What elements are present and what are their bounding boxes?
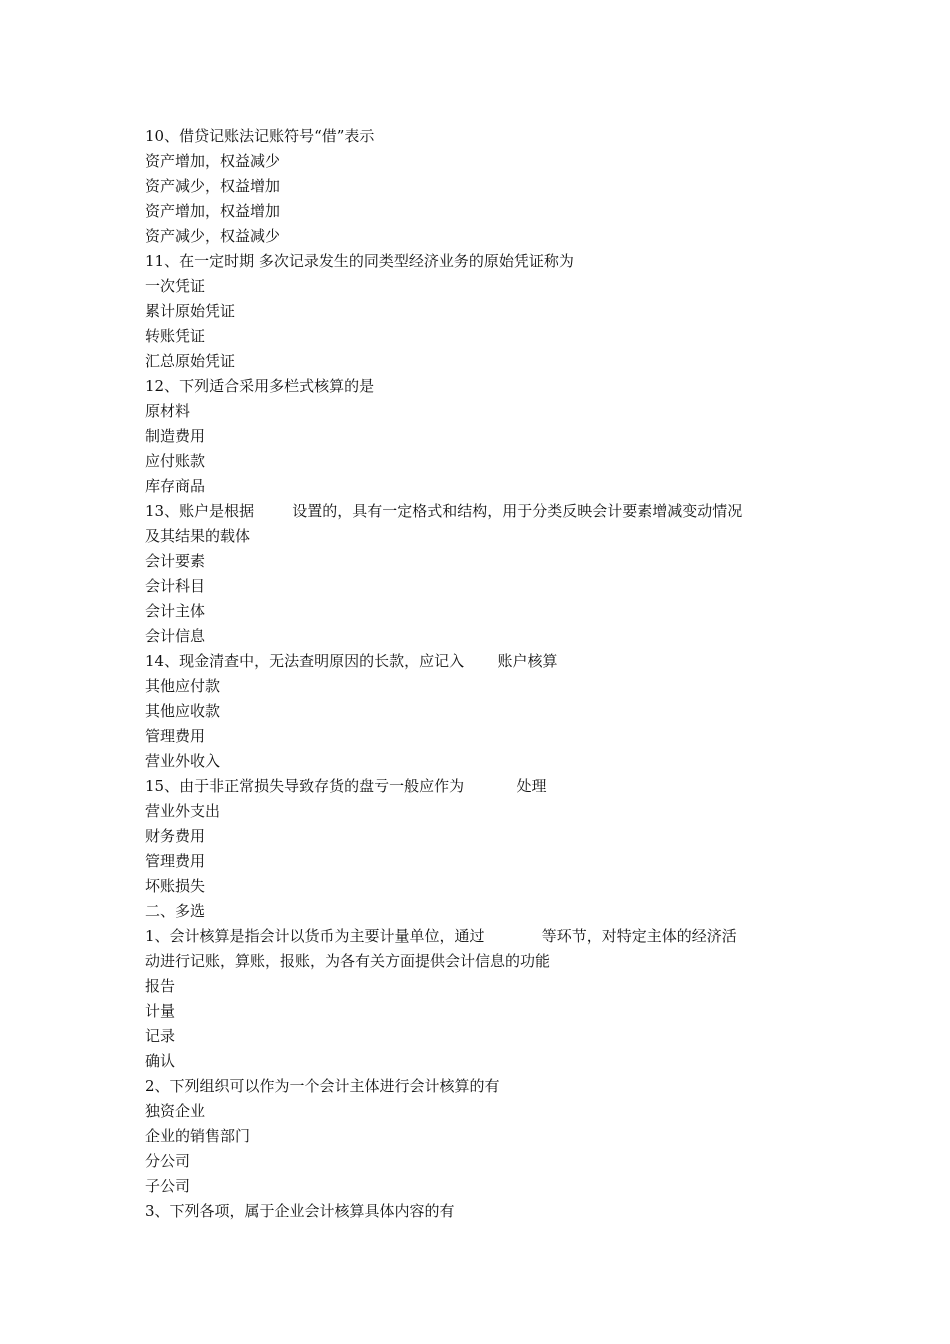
option-line: 资产增加，权益增加 — [145, 202, 281, 220]
option-line: 一次凭证 — [145, 277, 206, 295]
option-line: 资产减少，权益减少 — [145, 227, 281, 245]
option-line: 会计信息 — [145, 627, 206, 645]
section-heading: 二、多选 — [145, 902, 206, 920]
option-line: 其他应付款 — [145, 677, 221, 695]
option-line: 记录 — [145, 1027, 176, 1045]
option-line: 应付账款 — [145, 452, 206, 470]
multi-question-1-continued: 动进行记账，算账，报账，为各有关方面提供会计信息的功能 — [145, 952, 551, 970]
multi-question-3: 3、下列各项，属于企业会计核算具体内容的有 — [145, 1202, 455, 1220]
option-line: 制造费用 — [145, 427, 206, 445]
option-line: 资产增加，权益减少 — [145, 152, 281, 170]
option-line: 营业外支出 — [145, 802, 221, 820]
option-line: 资产减少，权益增加 — [145, 177, 281, 195]
option-line: 子公司 — [145, 1177, 191, 1195]
question-12: 12、下列适合采用多栏式核算的是 — [145, 377, 375, 395]
option-line: 营业外收入 — [145, 752, 221, 770]
question-14: 14、现金清查中，无法查明原因的长款，应记入 账户核算 — [145, 652, 558, 670]
question-15: 15、由于非正常损失导致存货的盘亏一般应作为 处理 — [145, 777, 547, 795]
option-line: 坏账损失 — [145, 877, 206, 895]
option-line: 会计主体 — [145, 602, 206, 620]
option-line: 原材料 — [145, 402, 191, 420]
option-line: 汇总原始凭证 — [145, 352, 236, 370]
option-line: 确认 — [145, 1052, 176, 1070]
option-line: 独资企业 — [145, 1102, 206, 1120]
option-line: 报告 — [145, 977, 176, 995]
option-line: 分公司 — [145, 1152, 191, 1170]
option-line: 企业的销售部门 — [145, 1127, 251, 1145]
option-line: 会计要素 — [145, 552, 206, 570]
option-line: 管理费用 — [145, 727, 206, 745]
question-13: 13、账户是根据 设置的，具有一定格式和结构，用于分类反映会计要素增减变动情况 — [145, 502, 743, 520]
option-line: 财务费用 — [145, 827, 206, 845]
question-11: 11、在一定时期 多次记录发生的同类型经济业务的原始凭证称为 — [145, 252, 574, 270]
option-line: 转账凭证 — [145, 327, 206, 345]
option-line: 管理费用 — [145, 852, 206, 870]
question-13-continued: 及其结果的载体 — [145, 527, 251, 545]
option-line: 计量 — [145, 1002, 176, 1020]
question-10: 10、借贷记账法记账符号“借”表示 — [145, 127, 375, 145]
option-line: 库存商品 — [145, 477, 206, 495]
option-line: 会计科目 — [145, 577, 206, 595]
option-line: 累计原始凭证 — [145, 302, 236, 320]
multi-question-2: 2、下列组织可以作为一个会计主体进行会计核算的有 — [145, 1077, 500, 1095]
option-line: 其他应收款 — [145, 702, 221, 720]
multi-question-1: 1、会计核算是指会计以货币为主要计量单位，通过 等环节，对特定主体的经济活 — [145, 927, 737, 945]
document-body — [145, 124, 825, 1224]
